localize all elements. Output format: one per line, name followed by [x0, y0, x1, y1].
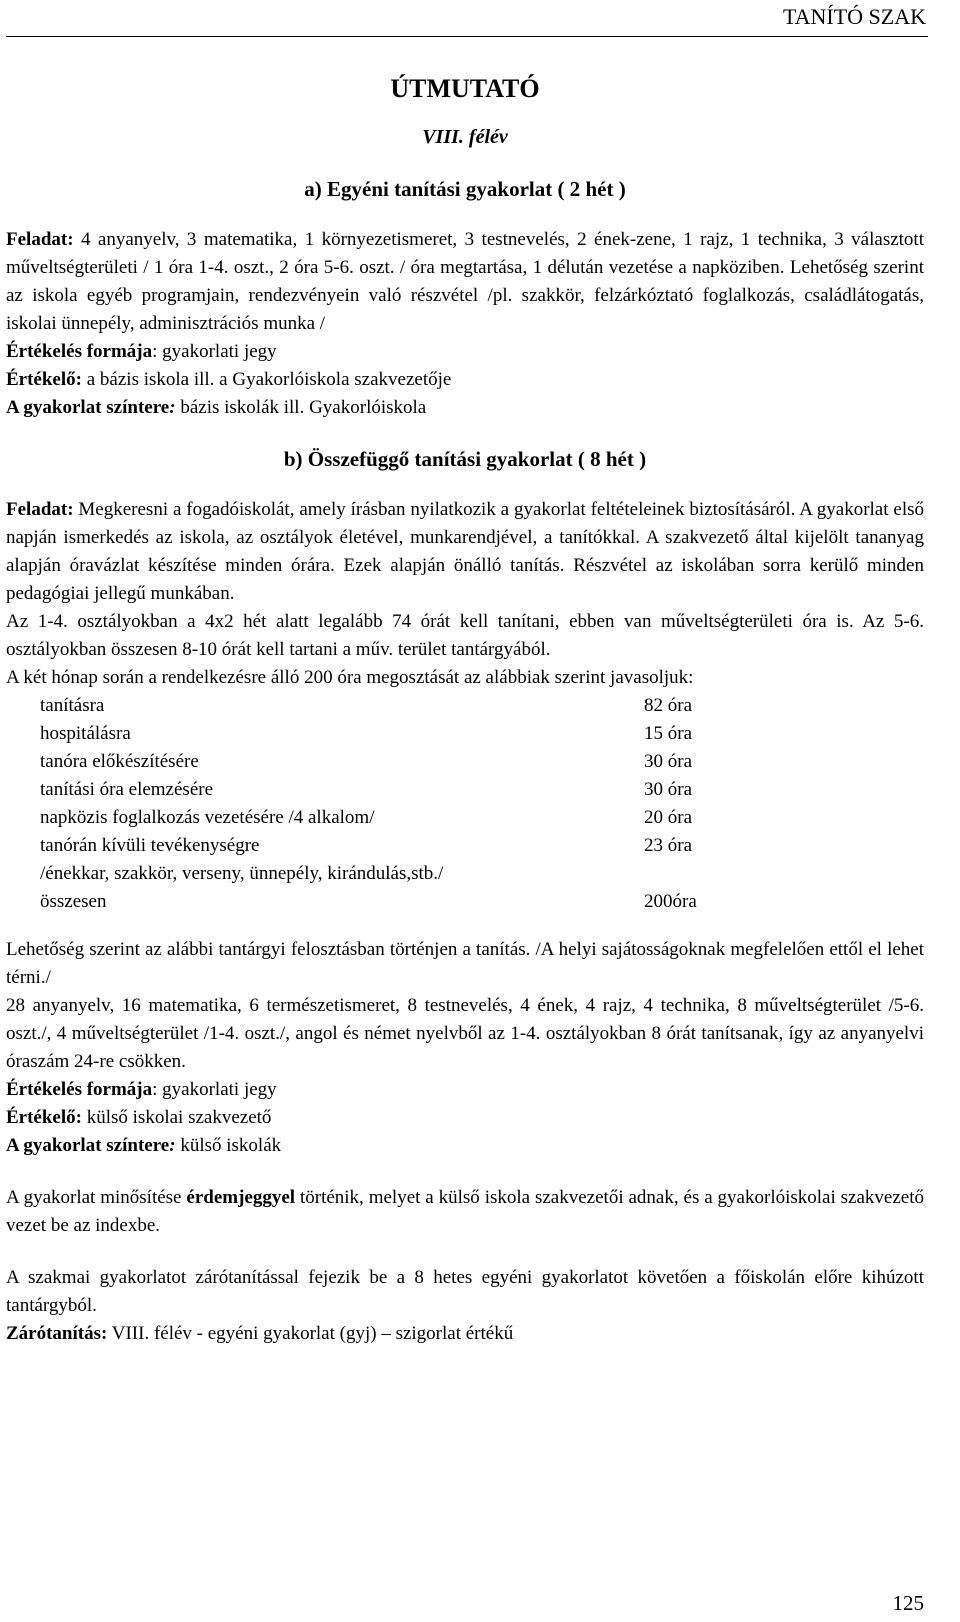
evaluator-text: a bázis iskola ill. a Gyakorlóiskola szakvezetője [81, 369, 452, 390]
allocation-row [40, 692, 740, 720]
evaluator-line [6, 1104, 924, 1132]
evaluator-line [6, 366, 924, 394]
venue-label: A gyakorlat színtere [6, 1135, 170, 1156]
eval-form-label: Értékelés formája [6, 341, 153, 362]
eval-form-line [6, 1076, 924, 1104]
venue-text: bázis iskolák ill. Gyakorlóiskola [175, 397, 427, 418]
allocation-label: tanításra [40, 695, 105, 716]
grading-paragraph [6, 1184, 924, 1240]
allocation-row [40, 776, 740, 804]
section-b-body [6, 496, 924, 1348]
allocation-row [40, 804, 740, 832]
allocation-row [40, 748, 740, 776]
allocation-label: tanítási óra elemzésére [40, 779, 214, 800]
closing-text: VIII. félév - egyéni gyakorlat (gyj) – szigorlat értékű [107, 1323, 514, 1344]
final-paragraph: A szakmai gyakorlatot zárótanítással fejezik be a 8 hetes egyéni gyakorlatot követően a főiskolán előre kihúzott tantárgyból. [6, 1267, 924, 1316]
allocation-value: 82 óra [644, 695, 693, 716]
venue-colon: : [169, 1135, 176, 1156]
allocation-label: hospitálásra [40, 723, 131, 744]
task-label: Feladat: [6, 229, 74, 250]
venue-line [6, 394, 924, 422]
eval-form-text: : gyakorlati jegy [152, 1079, 277, 1100]
allocation-value: 23 óra [644, 835, 693, 856]
allocation-label: tanóra előkészítésére [40, 751, 199, 772]
section-a-body [6, 226, 924, 422]
eval-form-label: Értékelés formája [6, 1079, 153, 1100]
allocation-row [40, 832, 740, 860]
allocation-value: 20 óra [644, 807, 693, 828]
allocation-value: 30 óra [644, 779, 693, 800]
section-a-heading: a) Egyéni tanítási gyakorlat ( 2 hét ) [304, 177, 626, 201]
section-b-para5: 28 anyanyelv, 16 matematika, 6 természetismeret, 8 testnevelés, 4 ének, 4 rajz, 4 technika, 8 műveltségterület /5-6. oszt./, 4 műveltségterület /1-4. oszt./, angol és német nyelvből az 1-4. osztályokban 8 órát tanítsanak, így az anyanyelvi óraszám 24-re csökken. [6, 995, 924, 1072]
task-text: 4 anyanyelv, 3 matematika, 1 környezetismeret, 3 testnevelés, 2 ének-zene, 1 rajz, 1 technika, 3 választott műveltségterületi / 1 óra 1-4. oszt., 2 óra 5-6. oszt. / óra megtartása, 1 délután vezetése a napköziben. Lehetőség szerint az iskola egyéb programjain, rendezvényein való részvétel /pl. szakkör, felzárkóztató foglalkozás, családlátogatás, iskolai ünnepély, adminisztrációs munka / [6, 229, 924, 334]
section-a-task [6, 226, 924, 338]
document-subtitle: VIII. félév [422, 126, 508, 148]
closing-label: Zárótanítás: [6, 1323, 108, 1344]
section-b-task [6, 496, 924, 608]
venue-label: A gyakorlat színtere [6, 397, 170, 418]
allocation-value [644, 860, 740, 888]
evaluator-label: Értékelő: [6, 1107, 82, 1128]
document-title: ÚTMUTATÓ [390, 74, 540, 103]
venue-text: külső iskolák [175, 1135, 282, 1156]
running-header: TANÍTÓ SZAK [782, 4, 926, 29]
allocation-label: tanórán kívüli tevékenységre [40, 835, 260, 856]
hour-allocation-table [40, 692, 740, 916]
grading-post: történik, melyet a külső iskola szakvezetői adnak, és a gyakorlóiskolai szakvezető vezet be az indexbe. [6, 1187, 924, 1236]
evaluator-text: külső iskolai szakvezető [81, 1107, 272, 1128]
eval-form-line [6, 338, 924, 366]
allocation-row [40, 860, 740, 888]
allocation-label: napközis foglalkozás vezetésére /4 alkalom/ [40, 807, 375, 828]
allocation-value: 30 óra [644, 751, 693, 772]
section-b-heading: b) Összefüggő tanítási gyakorlat ( 8 hét ) [283, 447, 647, 471]
allocation-value: 15 óra [644, 723, 693, 744]
section-a-meta [6, 338, 924, 422]
page-number: 125 [892, 1591, 924, 1615]
allocation-row [40, 888, 740, 916]
venue-line [6, 1132, 924, 1160]
venue-colon: : [169, 397, 176, 418]
eval-form-text: : gyakorlati jegy [152, 341, 277, 362]
task-text: Megkeresni a fogadóiskolát, amely írásban nyilatkozik a gyakorlat feltételeinek biztosításáról. A gyakorlat első napján ismerkedés az iskola, az osztályok életével, munkarendjével, a tanítókkal. A szakvezető által kijelölt tananyag alapján óravázlat készítése minden órára. Ezek alapján önálló tanítás. Részvétel az iskolában sorra kerülő minden pedagógiai jellegű munkában. [6, 499, 924, 604]
grading-bold: érdemjeggyel [186, 1187, 296, 1208]
grading-pre: A gyakorlat minősítése [6, 1187, 187, 1208]
evaluator-label: Értékelő: [6, 369, 82, 390]
section-b-para3: A két hónap során a rendelkezésre álló 200 óra megosztását az alábbiak szerint javasoljuk: [6, 667, 694, 688]
allocation-label: összesen [40, 891, 107, 912]
allocation-label: /énekkar, szakkör, verseny, ünnepély, kirándulás,stb./ [40, 863, 444, 884]
section-b-para4: Lehetőség szerint az alábbi tantárgyi felosztásban történjen a tanítás. /A helyi sajátosságoknak megfelelően ettől el lehet térni./ [6, 939, 924, 988]
allocation-row [40, 720, 740, 748]
document-body [6, 70, 924, 1348]
section-b-meta [6, 1076, 924, 1160]
task-label: Feladat: [6, 499, 74, 520]
header-rule [6, 36, 928, 37]
section-b-para2: Az 1-4. osztályokban a 4x2 hét alatt legalább 74 órát kell tanítani, ebben van műveltségterületi óra is. Az 5-6. osztályokban összesen 8-10 órát kell tartani a műv. terület tantárgyából. [6, 611, 924, 660]
closing-line [6, 1320, 924, 1348]
allocation-value: 200óra [644, 891, 697, 912]
